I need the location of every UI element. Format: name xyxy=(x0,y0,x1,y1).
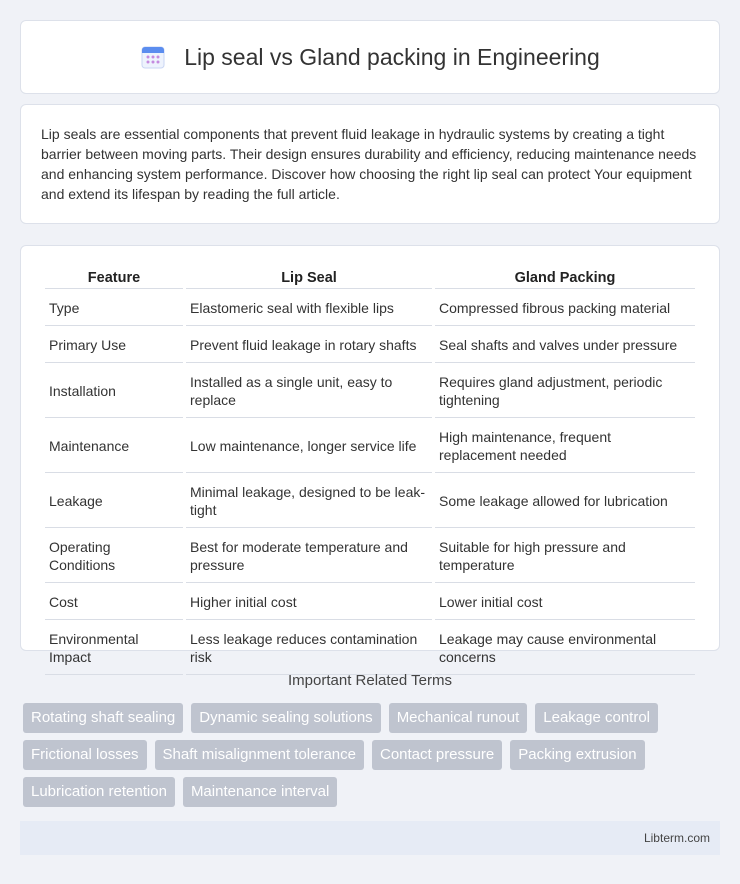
footer xyxy=(20,821,720,855)
gland-packing-cell: Suitable for high pressure and temperature xyxy=(435,530,695,583)
comparison-table xyxy=(42,264,698,677)
comparison-card xyxy=(20,245,720,665)
header-lip-seal: Lip Seal xyxy=(186,266,432,289)
table-row xyxy=(45,420,695,473)
table-header-row xyxy=(45,266,695,289)
title-card xyxy=(20,20,720,94)
table-row xyxy=(45,365,695,418)
calendar-icon xyxy=(140,44,166,70)
intro-text: Lip seals are essential components that prevent fluid leakage in hydraulic systems by creating a tight barrier between moving parts. Their design ensures durability and efficiency, reducing maintenance needs and enhancing system performance. Discover how choosing the right lip seal can protect Your equipment and extend its lifespan by reading the full article. xyxy=(41,126,697,202)
related-term-tag[interactable]: Leakage control xyxy=(535,703,658,733)
lip-seal-cell: Low maintenance, longer service life xyxy=(186,420,432,473)
lip-seal-cell: Less leakage reduces contamination risk xyxy=(186,622,432,675)
related-term-tag[interactable]: Lubrication retention xyxy=(23,777,175,807)
gland-packing-cell: Lower initial cost xyxy=(435,585,695,620)
feature-cell: Installation xyxy=(45,365,183,418)
header-feature: Feature xyxy=(45,266,183,289)
table-row xyxy=(45,475,695,528)
feature-cell: Primary Use xyxy=(45,328,183,363)
gland-packing-cell: Compressed fibrous packing material xyxy=(435,291,695,326)
feature-cell: Type xyxy=(45,291,183,326)
feature-cell: Environmental Impact xyxy=(45,622,183,675)
footer-site-link[interactable]: Libterm.com xyxy=(643,831,710,845)
intro-card xyxy=(20,104,720,224)
lip-seal-cell: Minimal leakage, designed to be leak-tight xyxy=(186,475,432,528)
gland-packing-cell: Requires gland adjustment, periodic tightening xyxy=(435,365,695,418)
related-term-tag[interactable]: Shaft misalignment tolerance xyxy=(155,740,364,770)
related-term-tag[interactable]: Frictional losses xyxy=(23,740,147,770)
table-row xyxy=(45,622,695,675)
gland-packing-cell: Leakage may cause environmental concerns xyxy=(435,622,695,675)
gland-packing-cell: Some leakage allowed for lubrication xyxy=(435,475,695,528)
gland-packing-cell: Seal shafts and valves under pressure xyxy=(435,328,695,363)
related-term-tag[interactable]: Dynamic sealing solutions xyxy=(191,703,380,733)
page-title: Lip seal vs Gland packing in Engineering xyxy=(184,43,600,70)
gland-packing-cell: High maintenance, frequent replacement needed xyxy=(435,420,695,473)
related-term-tag[interactable]: Contact pressure xyxy=(372,740,502,770)
lip-seal-cell: Prevent fluid leakage in rotary shafts xyxy=(186,328,432,363)
table-row xyxy=(45,328,695,363)
lip-seal-cell: Higher initial cost xyxy=(186,585,432,620)
feature-cell: Maintenance xyxy=(45,420,183,473)
related-term-tag[interactable]: Packing extrusion xyxy=(510,740,644,770)
related-term-tag[interactable]: Rotating shaft sealing xyxy=(23,703,183,733)
related-term-tag[interactable]: Mechanical runout xyxy=(389,703,528,733)
related-terms-list xyxy=(20,703,720,807)
header-gland-packing: Gland Packing xyxy=(435,266,695,289)
lip-seal-cell: Best for moderate temperature and pressure xyxy=(186,530,432,583)
table-row xyxy=(45,530,695,583)
lip-seal-cell: Installed as a single unit, easy to replace xyxy=(186,365,432,418)
related-terms-heading: Important Related Terms xyxy=(288,672,452,689)
table-row xyxy=(45,585,695,620)
feature-cell: Cost xyxy=(45,585,183,620)
related-term-tag[interactable]: Maintenance interval xyxy=(183,777,337,807)
feature-cell: Leakage xyxy=(45,475,183,528)
feature-cell: Operating Conditions xyxy=(45,530,183,583)
table-row xyxy=(45,291,695,326)
lip-seal-cell: Elastomeric seal with flexible lips xyxy=(186,291,432,326)
